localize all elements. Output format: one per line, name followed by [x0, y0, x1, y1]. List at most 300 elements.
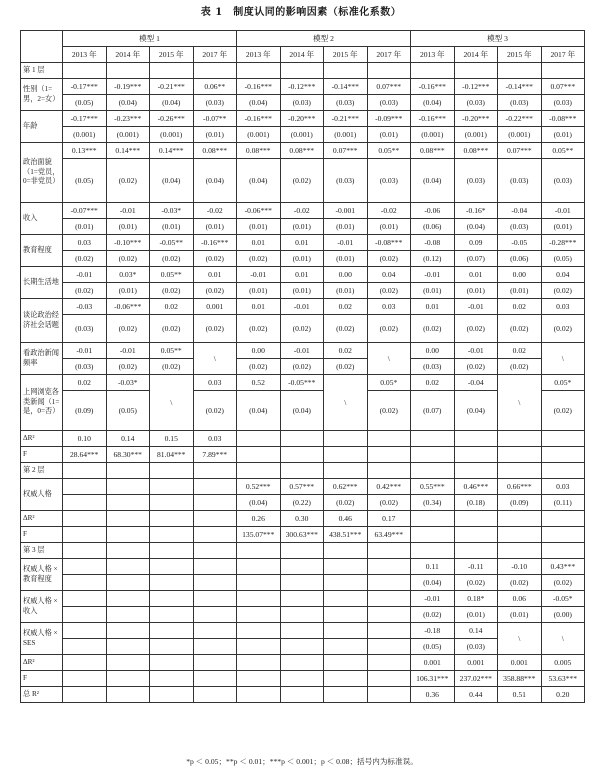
se-row	[21, 159, 585, 203]
coef-cell: -0.01	[411, 267, 455, 283]
se-cell: (0.09)	[498, 495, 542, 511]
empty-cell	[280, 431, 324, 447]
empty-cell	[150, 479, 194, 495]
se-cell: (0.02)	[498, 359, 542, 375]
stat-cell: 0.30	[280, 511, 324, 527]
se-row	[21, 575, 585, 591]
empty-cell	[280, 623, 324, 639]
se-cell: (0.01)	[367, 127, 411, 143]
layer-row	[21, 63, 585, 79]
coef-cell: -0.01	[541, 203, 585, 219]
coef-cell: -0.01	[63, 343, 107, 359]
se-cell: (0.02)	[193, 283, 237, 299]
empty-cell	[280, 671, 324, 687]
layer-row	[21, 543, 585, 559]
empty-cell	[106, 671, 150, 687]
variable-label: 权威人格	[21, 479, 63, 511]
se-cell: (0.02)	[324, 315, 368, 343]
coef-row	[21, 143, 585, 159]
coef-cell: 0.07***	[367, 79, 411, 95]
se-cell: (0.01)	[541, 219, 585, 235]
stat-label: 总 R²	[21, 687, 63, 703]
se-cell: (0.00)	[541, 607, 585, 623]
coef-cell: -0.14***	[498, 79, 542, 95]
se-cell: (0.03)	[454, 159, 498, 203]
coef-cell: -0.28***	[541, 235, 585, 251]
stat-row	[21, 431, 585, 447]
se-cell: (0.02)	[280, 315, 324, 343]
year-header: 2014 年	[106, 47, 150, 63]
se-cell: (0.03)	[367, 159, 411, 203]
coef-cell: 0.42***	[367, 479, 411, 495]
se-cell: (0.01)	[280, 251, 324, 267]
se-cell: (0.01)	[454, 607, 498, 623]
se-cell: (0.001)	[411, 127, 455, 143]
coef-cell: 0.03	[367, 299, 411, 315]
empty-cell	[63, 63, 107, 79]
coef-cell: 0.05*	[541, 375, 585, 391]
empty-cell	[193, 479, 237, 495]
empty-cell	[280, 559, 324, 575]
empty-cell	[367, 447, 411, 463]
coef-cell: -0.16***	[411, 79, 455, 95]
empty-cell	[411, 527, 455, 543]
table-title: 表 1 制度认同的影响因素（标准化系数）	[200, 7, 402, 18]
empty-cell	[150, 527, 194, 543]
empty-cell	[63, 559, 107, 575]
coef-row	[21, 375, 585, 391]
coef-cell: -0.06***	[106, 299, 150, 315]
stat-cell: 0.20	[541, 687, 585, 703]
empty-cell	[411, 63, 455, 79]
empty-cell	[411, 511, 455, 527]
variable-label: 看政治新闻频率	[21, 343, 63, 375]
empty-cell	[454, 447, 498, 463]
se-cell: (0.02)	[150, 283, 194, 299]
empty-cell	[541, 511, 585, 527]
coef-cell: -0.01	[454, 299, 498, 315]
se-cell: (0.03)	[454, 95, 498, 111]
empty-cell	[454, 511, 498, 527]
empty-cell	[193, 623, 237, 639]
layer-label: 第 2 层	[21, 463, 63, 479]
empty-cell	[63, 655, 107, 671]
empty-cell	[193, 495, 237, 511]
empty-cell	[193, 527, 237, 543]
not-applicable-cell: \	[324, 375, 368, 431]
empty-cell	[324, 623, 368, 639]
se-cell: (0.01)	[324, 219, 368, 235]
coef-cell: -0.01	[237, 267, 281, 283]
se-cell: (0.02)	[237, 251, 281, 267]
se-cell: (0.03)	[541, 159, 585, 203]
empty-cell	[411, 543, 455, 559]
empty-cell	[150, 687, 194, 703]
se-cell: (0.02)	[411, 607, 455, 623]
stat-cell: 28.64***	[63, 447, 107, 463]
empty-cell	[193, 575, 237, 591]
coef-cell: -0.10	[498, 559, 542, 575]
se-cell: (0.05)	[411, 639, 455, 655]
se-cell: (0.01)	[237, 283, 281, 299]
empty-cell	[106, 639, 150, 655]
se-cell: (0.02)	[367, 251, 411, 267]
coef-row	[21, 79, 585, 95]
coef-cell: -0.12***	[280, 79, 324, 95]
coef-cell: 0.01	[237, 299, 281, 315]
coef-cell: 0.03	[541, 479, 585, 495]
se-cell: (0.02)	[498, 315, 542, 343]
empty-cell	[367, 623, 411, 639]
empty-cell	[106, 655, 150, 671]
empty-cell	[106, 527, 150, 543]
coef-cell: 0.55***	[411, 479, 455, 495]
se-row	[21, 315, 585, 343]
stat-cell: 7.89***	[193, 447, 237, 463]
year-header: 2015 年	[324, 47, 368, 63]
coef-cell: -0.18	[411, 623, 455, 639]
se-cell: (0.001)	[280, 127, 324, 143]
stat-row	[21, 687, 585, 703]
stat-cell: 135.07***	[237, 527, 281, 543]
stat-cell: 0.15	[150, 431, 194, 447]
se-cell: (0.02)	[541, 391, 585, 431]
se-cell: (0.03)	[367, 95, 411, 111]
stat-label: F	[21, 527, 63, 543]
variable-label: 长期生活地	[21, 267, 63, 299]
coef-cell: -0.08	[411, 235, 455, 251]
se-cell: (0.02)	[193, 391, 237, 431]
empty-cell	[106, 591, 150, 607]
se-cell: (0.04)	[454, 219, 498, 235]
se-cell: (0.02)	[280, 159, 324, 203]
empty-cell	[367, 591, 411, 607]
stat-row	[21, 527, 585, 543]
variable-label: 年龄	[21, 111, 63, 143]
empty-cell	[324, 687, 368, 703]
coef-cell: -0.001	[324, 203, 368, 219]
coef-cell: 0.001	[193, 299, 237, 315]
coef-cell: 0.03	[541, 299, 585, 315]
se-cell: (0.22)	[280, 495, 324, 511]
se-cell: (0.02)	[193, 251, 237, 267]
year-header: 2017 年	[367, 47, 411, 63]
empty-cell	[150, 655, 194, 671]
se-cell: (0.02)	[106, 251, 150, 267]
empty-cell	[280, 463, 324, 479]
coef-cell: -0.01	[106, 343, 150, 359]
empty-cell	[150, 639, 194, 655]
coef-cell: -0.12***	[454, 79, 498, 95]
se-cell: (0.06)	[411, 219, 455, 235]
se-cell: (0.01)	[193, 219, 237, 235]
empty-cell	[237, 431, 281, 447]
coef-row	[21, 267, 585, 283]
empty-cell	[106, 63, 150, 79]
se-cell: (0.02)	[150, 251, 194, 267]
se-cell: (0.02)	[237, 359, 281, 375]
se-cell: (0.02)	[367, 315, 411, 343]
empty-cell	[324, 655, 368, 671]
empty-cell	[63, 575, 107, 591]
se-cell: (0.03)	[63, 359, 107, 375]
coef-row	[21, 623, 585, 639]
coef-cell: -0.08***	[541, 111, 585, 127]
coef-cell: 0.52	[237, 375, 281, 391]
empty-cell	[63, 463, 107, 479]
coef-row	[21, 479, 585, 495]
empty-cell	[498, 463, 542, 479]
coef-cell: 0.02	[324, 343, 368, 359]
empty-cell	[454, 463, 498, 479]
empty-cell	[106, 511, 150, 527]
stat-cell: 438.51***	[324, 527, 368, 543]
coef-cell: -0.16***	[411, 111, 455, 127]
empty-cell	[541, 543, 585, 559]
empty-cell	[324, 431, 368, 447]
stat-cell: 0.10	[63, 431, 107, 447]
coef-row	[21, 235, 585, 251]
se-cell: (0.01)	[106, 283, 150, 299]
empty-cell	[367, 543, 411, 559]
empty-cell	[498, 63, 542, 79]
se-cell: (0.01)	[63, 219, 107, 235]
empty-cell	[63, 671, 107, 687]
se-row	[21, 495, 585, 511]
model-header: 模型 2	[237, 31, 411, 47]
year-header: 2013 年	[237, 47, 281, 63]
empty-cell	[106, 495, 150, 511]
table-footnote: *p ＜ 0.05；**p ＜ 0.01；***p ＜ 0.001；p ＜ 0.08；括号内为标准误。	[186, 757, 418, 766]
se-row	[21, 283, 585, 299]
layer-label: 第 1 层	[21, 63, 63, 79]
stat-cell: 0.001	[498, 655, 542, 671]
layer-label: 第 3 层	[21, 543, 63, 559]
coef-row	[21, 343, 585, 359]
se-cell: (0.02)	[541, 283, 585, 299]
coef-cell: 0.08***	[411, 143, 455, 159]
se-cell: (0.05)	[63, 95, 107, 111]
variable-label: 权威人格 × 教育程度	[21, 559, 63, 591]
se-cell: (0.06)	[498, 251, 542, 267]
se-row	[21, 95, 585, 111]
empty-cell	[237, 463, 281, 479]
empty-cell	[63, 543, 107, 559]
empty-cell	[150, 463, 194, 479]
empty-cell	[280, 575, 324, 591]
empty-cell	[454, 543, 498, 559]
variable-label: 收入	[21, 203, 63, 235]
coef-cell: 0.18*	[454, 591, 498, 607]
coef-cell: -0.21***	[324, 111, 368, 127]
empty-cell	[63, 495, 107, 511]
coef-cell: 0.02	[498, 299, 542, 315]
stat-cell: 358.88***	[498, 671, 542, 687]
coef-cell: -0.03*	[150, 203, 194, 219]
se-cell: (0.04)	[193, 159, 237, 203]
empty-cell	[237, 447, 281, 463]
stat-cell: 300.63***	[280, 527, 324, 543]
empty-cell	[106, 623, 150, 639]
model-header: 模型 3	[411, 31, 585, 47]
stat-cell: 0.14	[106, 431, 150, 447]
empty-cell	[63, 639, 107, 655]
stat-label: ΔR²	[21, 511, 63, 527]
empty-cell	[193, 63, 237, 79]
coefficient-table	[20, 30, 585, 703]
se-cell: (0.04)	[237, 495, 281, 511]
se-cell: (0.01)	[193, 127, 237, 143]
se-cell: (0.01)	[498, 283, 542, 299]
coef-cell: 0.01	[193, 267, 237, 283]
empty-cell	[237, 687, 281, 703]
stat-cell: 53.63***	[541, 671, 585, 687]
se-cell: (0.02)	[237, 315, 281, 343]
coef-cell: 0.11	[411, 559, 455, 575]
se-cell: (0.02)	[454, 575, 498, 591]
se-cell: (0.001)	[498, 127, 542, 143]
empty-cell	[367, 431, 411, 447]
empty-cell	[280, 543, 324, 559]
empty-cell	[193, 463, 237, 479]
se-cell: (0.04)	[454, 391, 498, 431]
coef-cell: -0.01	[280, 343, 324, 359]
se-cell: (0.01)	[498, 607, 542, 623]
empty-cell	[324, 607, 368, 623]
se-row	[21, 127, 585, 143]
empty-cell	[150, 671, 194, 687]
coef-cell: 0.01	[280, 267, 324, 283]
coef-cell: -0.01	[411, 591, 455, 607]
se-cell: (0.03)	[454, 639, 498, 655]
coef-cell: -0.02	[193, 203, 237, 219]
coef-cell: 0.13***	[63, 143, 107, 159]
coef-cell: 0.09	[454, 235, 498, 251]
coef-cell: 0.07***	[498, 143, 542, 159]
coef-cell: -0.16*	[454, 203, 498, 219]
empty-cell	[237, 655, 281, 671]
empty-cell	[367, 463, 411, 479]
empty-cell	[280, 591, 324, 607]
header-row	[21, 31, 585, 47]
stat-label: ΔR²	[21, 655, 63, 671]
coef-cell: -0.05***	[280, 375, 324, 391]
se-cell: (0.03)	[411, 359, 455, 375]
se-cell: (0.001)	[454, 127, 498, 143]
coef-cell: 0.00	[411, 343, 455, 359]
stat-label: F	[21, 671, 63, 687]
empty-cell	[454, 63, 498, 79]
empty-cell	[237, 671, 281, 687]
se-cell: (0.04)	[411, 159, 455, 203]
stat-cell: 0.46	[324, 511, 368, 527]
empty-cell	[367, 687, 411, 703]
empty-cell	[106, 479, 150, 495]
empty-cell	[106, 687, 150, 703]
empty-cell	[63, 479, 107, 495]
stat-label: F	[21, 447, 63, 463]
empty-cell	[193, 591, 237, 607]
se-cell: (0.18)	[454, 495, 498, 511]
coef-cell: 0.14***	[106, 143, 150, 159]
empty-cell	[324, 559, 368, 575]
se-cell: (0.11)	[541, 495, 585, 511]
se-cell: (0.02)	[63, 283, 107, 299]
empty-cell	[193, 607, 237, 623]
empty-cell	[193, 671, 237, 687]
stat-cell: 0.005	[541, 655, 585, 671]
coef-cell: -0.21***	[150, 79, 194, 95]
stat-cell: 237.02***	[454, 671, 498, 687]
coef-cell: -0.10***	[106, 235, 150, 251]
coef-cell: -0.01	[63, 267, 107, 283]
se-cell: (0.04)	[237, 95, 281, 111]
year-header: 2014 年	[280, 47, 324, 63]
coef-cell: 0.04	[541, 267, 585, 283]
empty-cell	[63, 607, 107, 623]
empty-cell	[498, 527, 542, 543]
empty-cell	[193, 511, 237, 527]
coef-cell: 0.05**	[150, 343, 194, 359]
se-cell: (0.001)	[324, 127, 368, 143]
se-cell: (0.02)	[150, 359, 194, 375]
empty-cell	[106, 559, 150, 575]
empty-cell	[367, 639, 411, 655]
se-cell: (0.02)	[454, 315, 498, 343]
se-cell: (0.04)	[411, 575, 455, 591]
coef-cell: 0.08***	[280, 143, 324, 159]
stat-row	[21, 511, 585, 527]
se-cell: (0.02)	[106, 359, 150, 375]
coef-cell: 0.02	[150, 299, 194, 315]
empty-cell	[106, 607, 150, 623]
coef-cell: -0.02	[280, 203, 324, 219]
empty-cell	[367, 575, 411, 591]
empty-cell	[150, 559, 194, 575]
se-cell: (0.001)	[150, 127, 194, 143]
se-cell: (0.02)	[280, 359, 324, 375]
coef-cell: 0.08***	[237, 143, 281, 159]
empty-cell	[237, 559, 281, 575]
coef-cell: -0.22***	[498, 111, 542, 127]
coef-cell: 0.01	[280, 235, 324, 251]
coef-cell: -0.20***	[454, 111, 498, 127]
coef-cell: -0.17***	[63, 79, 107, 95]
not-applicable-cell: \	[193, 343, 237, 375]
coef-cell: -0.17***	[63, 111, 107, 127]
coef-cell: -0.07***	[63, 203, 107, 219]
year-header: 2017 年	[193, 47, 237, 63]
empty-cell	[280, 607, 324, 623]
empty-cell	[150, 543, 194, 559]
empty-cell	[280, 655, 324, 671]
empty-cell	[237, 63, 281, 79]
se-cell: (0.03)	[541, 95, 585, 111]
empty-cell	[324, 543, 368, 559]
se-cell: (0.03)	[324, 159, 368, 203]
empty-cell	[498, 447, 542, 463]
empty-cell	[237, 607, 281, 623]
stat-cell: 0.17	[367, 511, 411, 527]
se-cell: (0.01)	[280, 219, 324, 235]
year-header: 2015 年	[498, 47, 542, 63]
stat-cell: 63.49***	[367, 527, 411, 543]
se-cell: (0.04)	[237, 391, 281, 431]
se-cell: (0.12)	[411, 251, 455, 267]
se-cell: (0.04)	[150, 95, 194, 111]
coef-cell: 0.00	[237, 343, 281, 359]
coef-cell: 0.14***	[150, 143, 194, 159]
